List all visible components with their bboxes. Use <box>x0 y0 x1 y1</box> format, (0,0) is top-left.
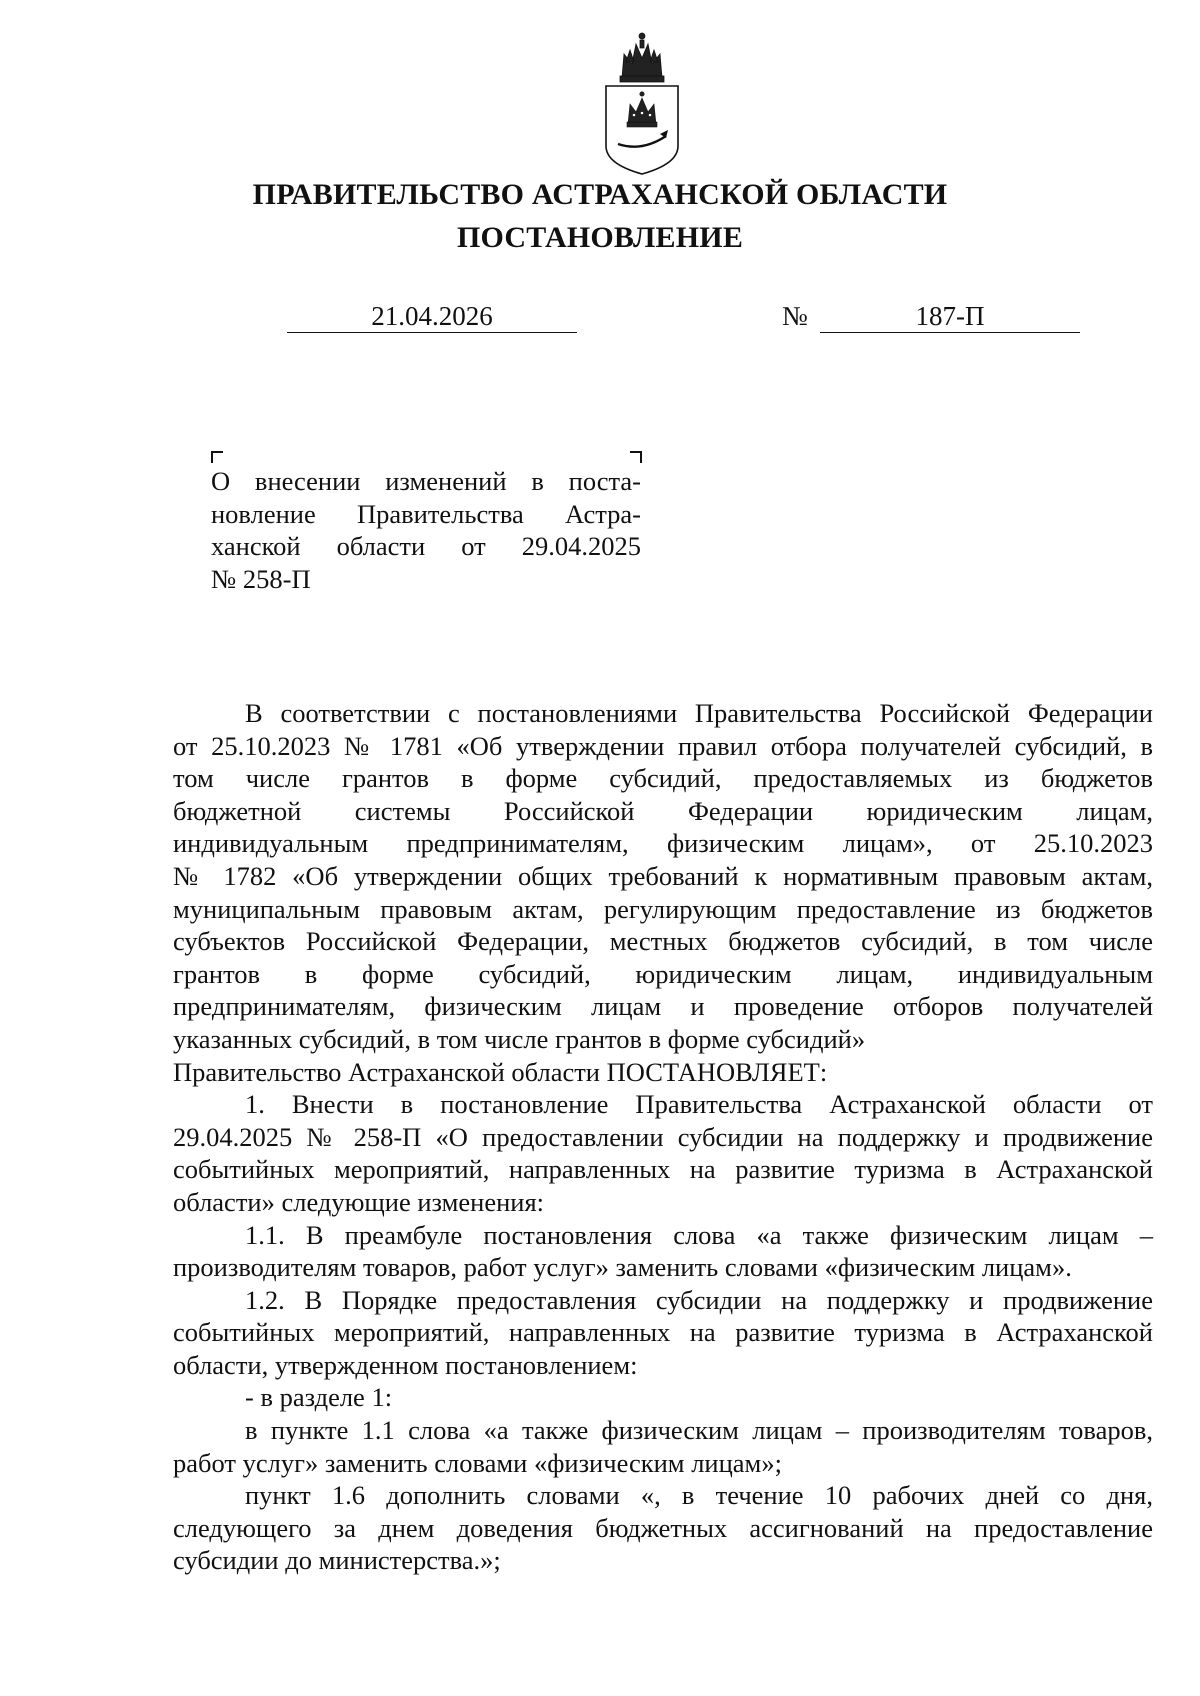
body-line: Правительство Астраханской области ПОСТАНОВЛЯЕТ: <box>173 1056 828 1087</box>
subject-line: № 258-П <box>211 563 311 594</box>
body-line: указанных субсидий, в том числе грантов в форме субсидий» <box>173 1023 866 1054</box>
body-line: событийных мероприятий, направленных на развитие туризма в Астраханской <box>173 1317 1153 1348</box>
document-body <box>173 697 1153 1577</box>
body-line: области» следующие изменения: <box>173 1186 545 1217</box>
body-line: 1.1. В преамбуле постановления слова «а также физическим лицам – <box>245 1219 1153 1250</box>
body-line: событийных мероприятий, направленных на развитие туризма в Астраханской <box>173 1154 1153 1185</box>
body-line: том числе грантов в форме субсидий, предоставляемых из бюджетов <box>173 763 1153 794</box>
body-line: № 1782 «Об утверждении общих требований к нормативным правовым актам, <box>173 860 1153 891</box>
number-sign: № <box>782 301 808 331</box>
body-line: муниципальным правовым актам, регулирующим предоставление из бюджетов <box>173 893 1153 924</box>
body-line: предпринимателям, физическим лицам и проведение отборов получателей <box>173 991 1153 1022</box>
organization-title: ПРАВИТЕЛЬСТВО АСТРАХАНСКОЙ ОБЛАСТИ <box>252 178 948 211</box>
body-line: работ услуг» заменить словами «физическим лицам»; <box>173 1447 782 1478</box>
coat-of-arms-emblem <box>600 18 684 176</box>
body-line: 1.2. В Порядке предоставления субсидии на поддержку и продвижение <box>245 1284 1153 1315</box>
body-line: от 25.10.2023 № 1781 «Об утверждении правил отбора получателей субсидий, в <box>173 730 1153 761</box>
body-line: 29.04.2025 № 258-П «О предоставлении субсидии на поддержку и продвижение <box>173 1121 1153 1152</box>
body-line: в пункте 1.1 слова «а также физическим лицам – производителям товаров, <box>245 1415 1153 1446</box>
body-line: грантов в форме субсидий, юридическим лицам, индивидуальным <box>173 958 1153 989</box>
body-line: пункт 1.6 дополнить словами «, в течение 10 рабочих дней со дня, <box>245 1480 1153 1511</box>
body-line: области, утвержденном постановлением: <box>173 1349 638 1380</box>
subject-corner-left <box>211 451 223 463</box>
subject-line: О внесении изменений в поста- <box>211 466 641 496</box>
document-subject <box>211 465 641 595</box>
document-number: 187-П <box>820 300 1080 333</box>
subject-line: новление Правительства Астра- <box>211 498 641 529</box>
body-line: - в разделе 1: <box>245 1382 393 1413</box>
body-line: 1. Внести в постановление Правительства Астраханской области от <box>245 1089 1153 1120</box>
body-line: субсидии до министерства.»; <box>173 1545 501 1576</box>
body-line: производителям товаров, работ услуг» заменить словами «физическим лицам». <box>173 1252 1072 1283</box>
body-line: субъектов Российской Федерации, местных бюджетов субсидий, в том числе <box>173 926 1153 957</box>
document-type-title: ПОСТАНОВЛЕНИЕ <box>456 221 744 254</box>
subject-corner-right <box>630 451 642 463</box>
body-line: индивидуальным предпринимателям, физическим лицам», от 25.10.2023 <box>173 828 1153 859</box>
document-date: 21.04.2026 <box>287 300 577 333</box>
body-line: бюджетной системы Российской Федерации юридическим лицам, <box>173 795 1153 826</box>
body-line: В соответствии с постановлениями Правительства Российской Федерации <box>245 698 1153 728</box>
body-line: следующего за днем доведения бюджетных ассигнований на предоставление <box>173 1512 1153 1543</box>
subject-line: ханской области от 29.04.2025 <box>211 531 641 561</box>
